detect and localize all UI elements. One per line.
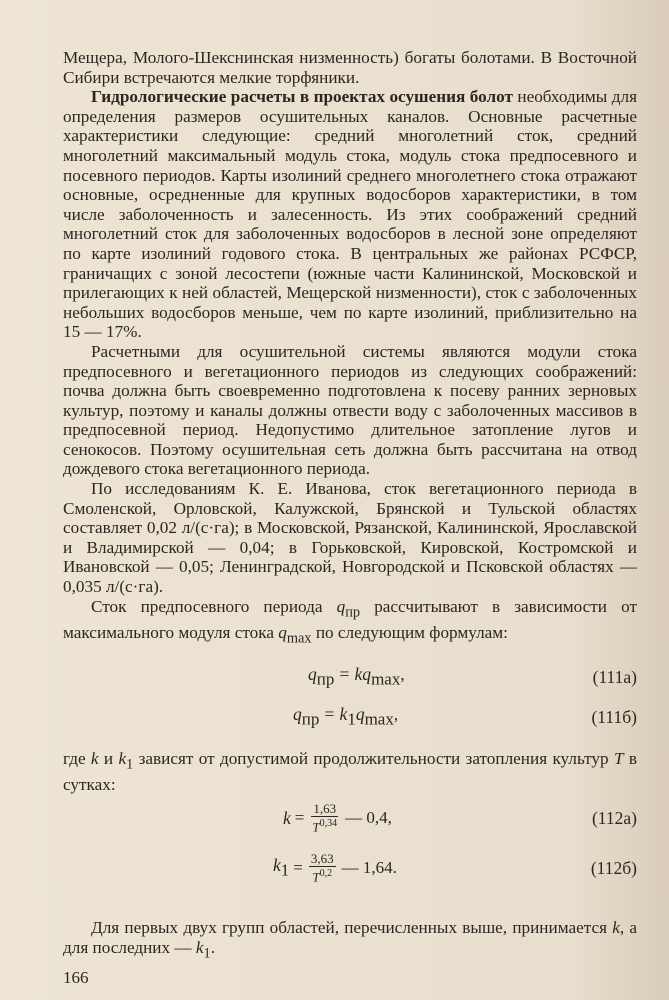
- equation-number: (112а): [591, 807, 637, 828]
- formula-112b: $k_1$ = $\frac{3,63}{T^{0,2}}$ — 1,64. (112б): [63, 848, 637, 888]
- formula-111a: $q_{пр}$ = $kq_{max}$, (111а): [63, 657, 637, 697]
- text-block-top: [63, 48, 637, 649]
- page-number: 166: [63, 968, 89, 987]
- paragraph-ivanov-research: По исследованиям К. Е. Иванова, сток вегетационного периода в Смоленской, Орловской, Калужской, Брянской и Тульской областях составляет 0,02 л/(с·га); в Московской, Рязанской, Калининской, Ярославской и Владимирской — 0,04; в Горьковской, Кировской, Костромской и Ивановской — 0,05; Ленинградской, Новгородской и Псковской областях — 0,035 л/(с·га).: [63, 479, 637, 597]
- paragraph-k-definition: где k и $k_1$ зависят от допустимой продолжительности затопления культур T в сутках:: [63, 749, 637, 795]
- equation-number: (111а): [592, 666, 637, 687]
- text-block-middle: [63, 749, 637, 795]
- fraction: $\frac{1,63}{T^{0,34}}$: [312, 800, 338, 835]
- text-block-bottom: [63, 918, 637, 964]
- paragraph-presowing-runoff: Сток предпосевного периода $q_{пр}$ рассчитывают в зависимости от максимального модуля стока $q_{max}$ по следующим формулам:: [63, 596, 637, 647]
- fraction: $\frac{3,63}{T^{0,2}}$: [310, 850, 334, 885]
- paragraph-hydrology: Гидрологические расчеты в проектах осушения болот необходимы для определения размеров осушительных каналов. Основные расчетные характеристики следующие: средний многолетний сток, средний многолетний максимальный модуль стока, модуль стока предпосевного и посевного периодов. Карты изолиний среднего многолетнего стока отражают основные, осредненные для крупных водосборов характеристики, в том числе заболоченность и залесенность. Из этих соображений средний многолетний сток для заболоченных водосборов в лесной зоне определяют по карте изолиний годового стока. В центральных же районах РСФСР, граничащих с зоной лесостепи (южные части Калининской, Московской и прилегающих к ней областей, Мещерской низменности), сток с заболоченных небольших водосборов меньше, чем по карте изолиний, приблизительно на 15 — 17%.: [63, 87, 637, 342]
- formula-112a: k = $\frac{1,63}{T^{0,34}}$ — 0,4, (112а): [63, 798, 637, 838]
- bold-heading-run: Гидрологические расчеты в проектах осушения болот: [91, 87, 513, 107]
- equation-number: (111б): [591, 706, 637, 727]
- paragraph-k-usage: Для первых двух групп областей, перечисленных выше, принимается k, а для последних — $k_1$.: [63, 918, 637, 962]
- paragraph-design-modules: Расчетными для осушительной системы являются модули стока предпосевного и вегетационного периодов из следующих соображений: почва должна быть своевременно подготовлена к посеву ранних зерновых культур, поэтому и каналы должны отвести воду с заболоченных массивов в предпосевной период. Недопустимо длительное затопление лугов и сенокосов. Поэтому осушительная сеть должна быть рассчитана на отвод дождевого стока вегетационного периода.: [63, 341, 637, 479]
- equation-number: (112б): [590, 857, 637, 878]
- formula-111b: $q_{пр}$ = $k_1q_{max}$, (111б): [63, 697, 637, 737]
- paragraph-continuation: Мещера, Молого-Шекснинская низменность) богаты болотами. В Восточной Сибири встречаются мелкие торфяники.: [63, 48, 637, 87]
